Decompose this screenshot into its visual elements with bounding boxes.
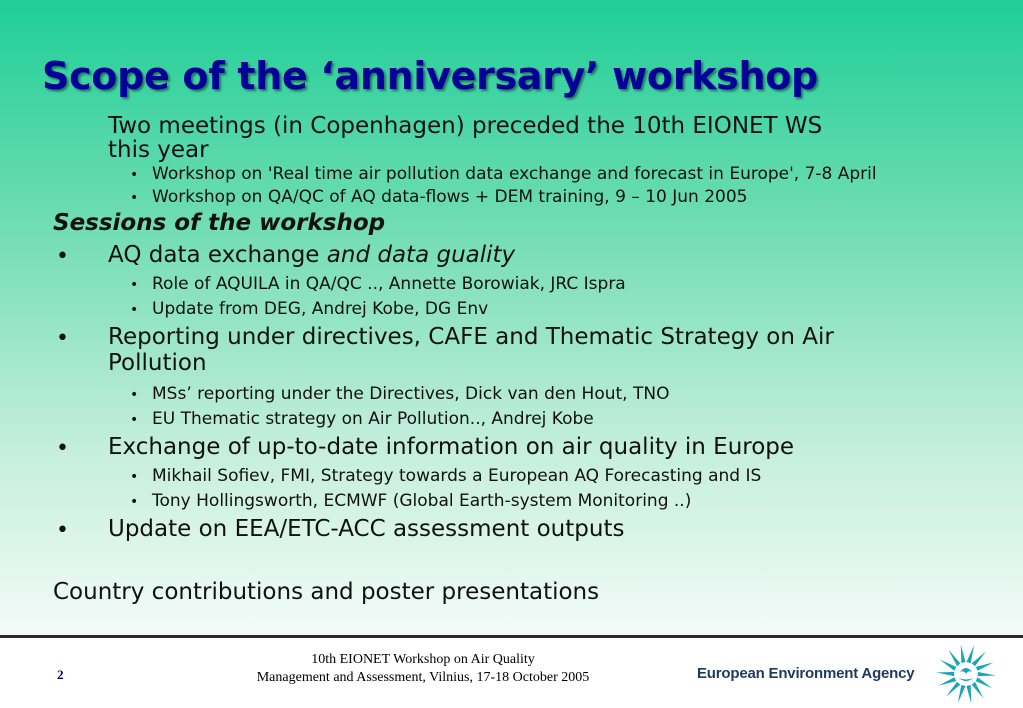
session-sub-item: Tony Hollingsworth, ECMWF (Global Earth-system Monitoring ..) (152, 491, 692, 511)
session-sub-item: MSs’ reporting under the Directives, Dick van den Hout, TNO (152, 384, 670, 404)
logo-ray (938, 677, 956, 685)
page-number: 2 (57, 667, 64, 682)
session-exchange: Exchange of up-to-date information on air quality in Europe (108, 434, 795, 460)
logo-ray (949, 650, 961, 667)
logo-ray (972, 682, 984, 699)
bullet-dot: • (130, 494, 139, 510)
intro-sub-item: Workshop on 'Real time air pollution data exchange and forecast in Europe', 7-8 April (152, 164, 877, 184)
closing-line: Country contributions and poster presentations (53, 579, 600, 605)
bullet-dot: • (130, 469, 139, 485)
session-sub-item: Role of AQUILA in QA/QC .., Annette Borowiak, JRC Ispra (152, 274, 626, 294)
intro-sub-item: Workshop on QA/QC of AQ data-flows + DEM training, 9 – 10 Jun 2005 (152, 187, 748, 207)
bullet-dot: • (56, 518, 69, 543)
slide-title: Scope of the ‘anniversary’ workshop (42, 54, 818, 98)
bullet-dot: • (130, 387, 139, 403)
logo-ray (940, 660, 957, 671)
bullet-dot: • (130, 277, 139, 293)
intro-line-1: Two meetings (in Copenhagen) preceded the 10th EIONET WS (108, 113, 823, 139)
eea-sun-logo-icon (934, 642, 998, 706)
logo-ray (978, 672, 996, 676)
logo-ray (946, 682, 960, 697)
intro-line-2: this year (108, 137, 209, 163)
footer-event-line-2: Management and Assessment, Vilnius, 17-18 October 2005 (256, 670, 590, 685)
logo-ray (972, 652, 986, 667)
session-sub-item: Update from DEG, Andrej Kobe, DG Env (152, 299, 489, 319)
session-sub-item: EU Thematic strategy on Air Pollution.., Andrej Kobe (152, 409, 594, 429)
logo-ray (967, 645, 975, 663)
logo-ray (976, 662, 994, 670)
bullet-dot: • (130, 190, 139, 206)
bullet-dot: • (56, 244, 69, 269)
footer-event-line-1: 10th EIONET Workshop on Air Quality (311, 652, 535, 667)
bullet-dot: • (56, 436, 69, 461)
logo-ray (967, 685, 972, 704)
session-sub-item: Mikhail Sofiev, FMI, Strategy towards a European AQ Forecasting and IS (152, 466, 762, 486)
bullet-dot: • (130, 302, 139, 318)
session-aq-data-exchange (108, 242, 515, 268)
bullet-dot: • (130, 412, 139, 428)
logo-ray (958, 685, 966, 703)
logo-ray (936, 672, 954, 676)
session-reporting-line-1: Reporting under directives, CAFE and Thematic Strategy on Air (108, 324, 834, 350)
logo-ray (976, 677, 993, 688)
session-label-italic: and data guality (326, 242, 516, 268)
session-label: AQ data exchange (108, 242, 327, 268)
agency-name: European Environment Agency (697, 665, 915, 682)
bullet-dot: • (56, 326, 69, 351)
session-reporting-line-2: Pollution (108, 350, 207, 376)
sessions-heading: Sessions of the workshop (53, 210, 386, 236)
logo-ray (961, 645, 966, 664)
bullet-dot: • (130, 167, 139, 183)
session-update: Update on EEA/ETC-ACC assessment outputs (108, 516, 625, 542)
